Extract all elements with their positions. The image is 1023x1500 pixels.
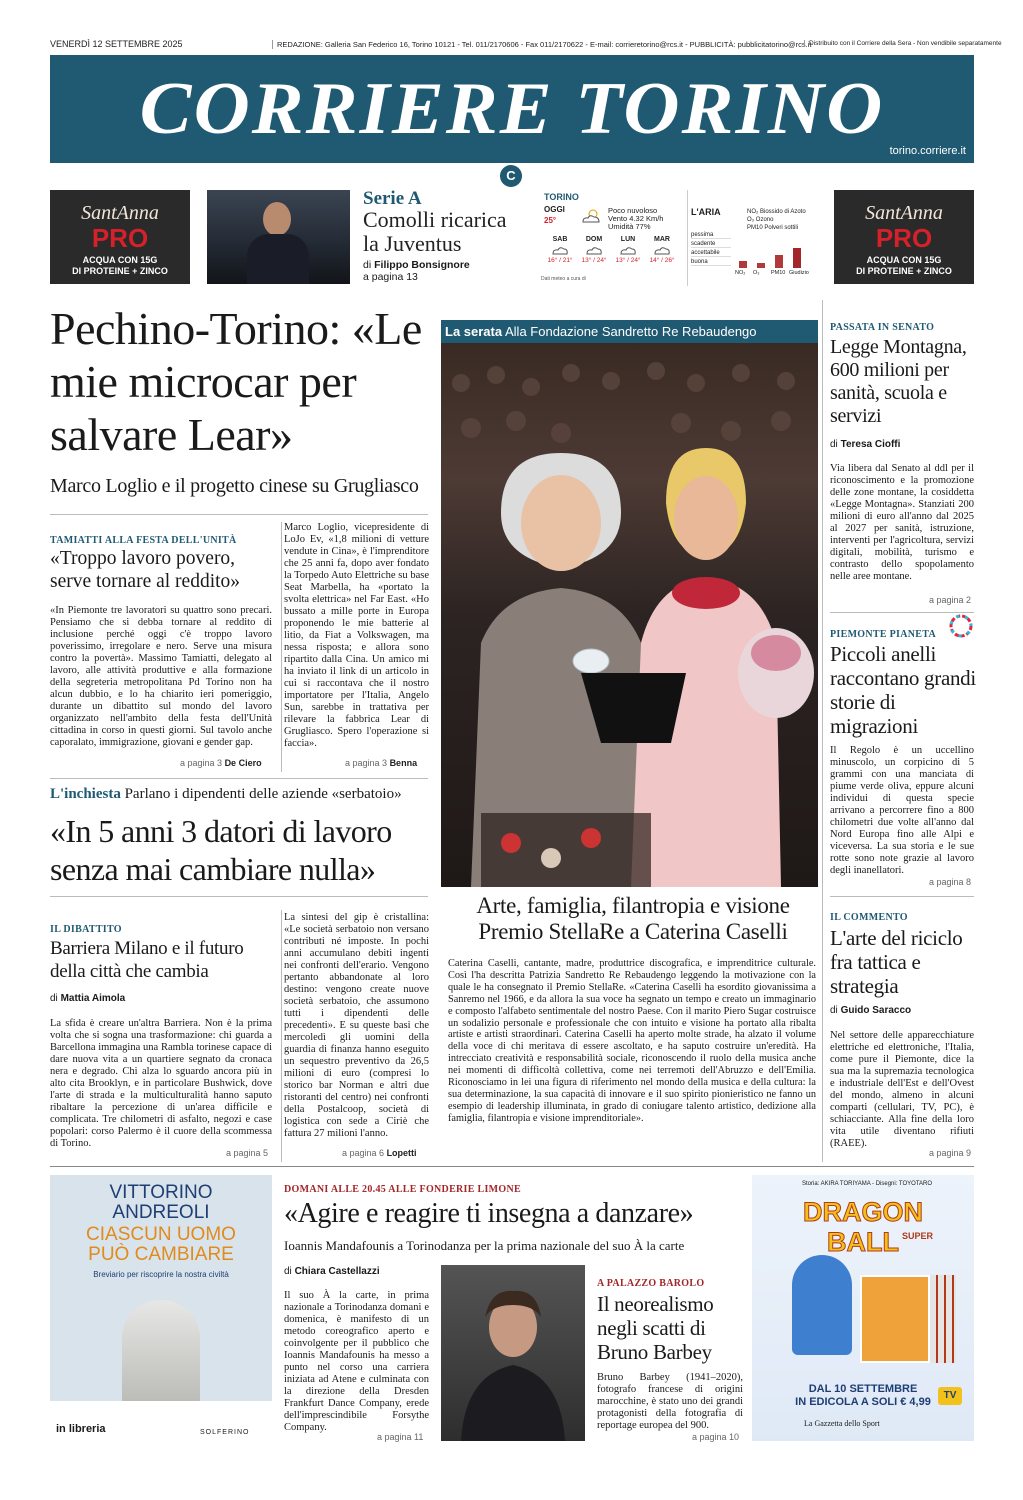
divider: [830, 612, 974, 613]
weather-today-temp: 25°: [544, 216, 557, 225]
lead-headline[interactable]: Pechino-Torino: «Le mie microcar per salvare Lear»: [50, 303, 422, 460]
anelli-page: a pagina 8: [929, 877, 972, 887]
sport-page: a pagina 13: [363, 271, 418, 283]
forecast-day: [578, 236, 610, 264]
air-axis-label: NO₂: [735, 270, 746, 276]
editorial-contacts: REDAZIONE: Galleria San Federico 16, Torino 10121 - Tel. 011/2170606 - Fax 011/2170622 - E-mail: corrieretorino@rcs.it - PUBBLICITÀ: pubblicitatorino@rcs.it: [272, 40, 792, 49]
barbey-body: Bruno Barbey (1941–2020), fotografo francese di origini marocchine, è stato uno dei grandi protagonisti della fotografia di reportage europea del 900.: [597, 1372, 743, 1431]
air-level-label: accettabile: [691, 250, 731, 257]
book-publisher: SOLFERINO: [200, 1429, 250, 1436]
inchiesta-kicker: L'inchiesta Parlano i dipendenti delle aziende «serbatoio»: [50, 786, 402, 802]
weather-box: [537, 190, 809, 286]
db-super: SUPER: [902, 1231, 934, 1241]
dibattito-page: a pagina 5: [226, 1148, 269, 1158]
ad-line2: DI PROTEINE + ZINCO: [856, 266, 952, 276]
air-bar: [757, 263, 765, 268]
lead-page: a pagina 3 Benna: [345, 758, 418, 768]
db-paper: La Gazzetta dello Sport: [804, 1419, 880, 1428]
montagna-byline: di Teresa Cioffi: [830, 439, 901, 450]
weather-today-label: OGGI: [544, 205, 565, 214]
air-level-label: buona: [691, 259, 731, 266]
book-subtitle: Breviario per riscoprire la nostra civiltà: [93, 1270, 229, 1279]
dibattito-title[interactable]: Barriera Milano e il futuro della città che cambia: [50, 938, 244, 982]
sport-byline: di Filippo Bonsignore a pagina 13: [363, 259, 470, 283]
statue-bust: [122, 1300, 200, 1408]
issue-date: VENERDÌ 12 SETTEMBRE 2025: [50, 39, 183, 49]
air-level-label: pessima: [691, 232, 731, 239]
air-legend-item: PM10 Polveri sottili: [747, 225, 799, 231]
air-axis-label: PM10: [771, 270, 786, 276]
barbey-kicker: A PALAZZO BAROLO: [597, 1278, 705, 1289]
masthead-site[interactable]: torino.corriere.it: [889, 145, 966, 157]
riciclo-page: a pagina 9: [929, 1148, 972, 1158]
tamiatti-title[interactable]: «Troppo lavoro povero, serve tornare al reddito»: [50, 548, 241, 592]
serata-kicker: La serata: [445, 324, 503, 339]
forecast-day: [646, 236, 678, 264]
db-logo: DRAGON BALL: [803, 1197, 923, 1257]
barbey-page: a pagina 10: [692, 1432, 740, 1442]
inchiesta-page: a pagina 6 Lopetti: [342, 1148, 417, 1158]
serata-title[interactable]: Arte, famiglia, filantropia e visione Premio StellaRe a Caterina Caselli: [476, 893, 790, 944]
ad-brand: SantAnna: [865, 202, 943, 224]
book-title: CIASCUN UOMO PUÒ CAMBIARE: [86, 1224, 236, 1265]
air-title: L'ARIA: [691, 207, 721, 217]
dibattito-byline: di Mattia Aimola: [50, 993, 126, 1004]
dibattito-kicker: IL DIBATTITO: [50, 924, 122, 935]
barbey-title[interactable]: Il neorealismo negli scatti di Bruno Barbey: [597, 1292, 714, 1364]
riciclo-body: Nel settore delle apparecchiature elettriche ed elettroniche, l'Italia, come pure il Piemonte, dice la sua ma la supremazia tecnologica e industriale dell'Est e dell'Ovest del mondo, almeno in alcuni comparti (cellulari, TV, PC), è schiacciante. Alla fine della loro vita utile diventano rifiuti (RAEE).: [830, 1030, 974, 1149]
danza-page: a pagina 11: [377, 1432, 424, 1442]
santanna-ad-left[interactable]: [50, 190, 190, 284]
divider: [50, 1166, 974, 1167]
distribution-note: Distribuito con il Corriere della Sera - Non vendibile separatamente: [804, 40, 975, 47]
montagna-title[interactable]: Legge Montagna, 600 milioni per sanità, scuola e servizi: [830, 336, 967, 427]
inchiesta-body: La sintesi del gip è cristallina: «Le società serbatoio non versano contributi né imposte. In pochi anni accumulano debiti ingenti nei confronti dell'erario. Vengono pertanto abbandonate al loro destino: vengono create nuove società serbatoio, che assumono tutti i dipendenti delle precedenti». E su queste basi che mercoledì gli uomini della guardia di finanza hanno eseguito un sequestro preventivo da 26,5 milioni di euro (compresi lo storico bar Norman e altri due ristoranti del centro) nei confronti della Postalcoop, società di logistica con sede a Ciriè che fattura 27 milioni l'anno.: [284, 912, 429, 1139]
danza-byline: di Chiara Castellazzi: [284, 1266, 380, 1277]
forecast-day-label: MAR: [654, 236, 670, 243]
tamiatti-body: «In Piemonte tre lavoratori su quattro sono precari. Pensiamo che si debba tornare al reddito di inclusione perché oggi c'è troppo lavoro poverissimo, irregolare e nero. Serve una misura contro la povertà». Massimo Tamiatti, delegato al lavoro, alle attività produttive e alla formazione della segreteria metropolitana Pd Torino non ha alcun dubbio, e lo ha chiarito ieri pomeriggio, durante un dibattito sul mondo del lavoro organizzato nell'ambito della festa dell'Unità cittadina in corso in questi giorni. Sul tavolo anche caporalato, immigrazione, giovani e gender gap.: [50, 605, 272, 748]
air-legend-item: NO₂ Biossido di Azoto: [747, 209, 806, 215]
montagna-kicker: PASSATA IN SENATO: [830, 322, 935, 333]
dibattito-body: La sfida è creare un'altra Barriera. Non è la prima volta che si sogna una trasformazione: chi guarda a Barcellona immagina una Rambla torinese capace di dare nuova vita a un quartiere segnato da cronaca nera e degrado. Chi alza lo sguardo ancora più in alto cita Brooklyn, e in particolare Bushwick, dove l'arte di strada e la multiculturalità hanno saputo ribaltare la percezione di un'area difficile e complicata. Tre chilometri di asfalto, negozi e case popolari: corso Palermo è il cuore della scommessa di Torino.: [50, 1018, 272, 1149]
anelli-body: Il Regolo è un uccellino minuscolo, un corpicino di 5 grammi con una manciata di piume verde oliva, eppure alcuni individui di questa specie arrivano a percorrere fino a 800 chilometri due volte all'anno dal Nord Europa fino alle Alpi e viceversa. La sua storia e le sue rotte sono note grazie al lavoro degli inanellatori.: [830, 745, 974, 876]
air-level-label: scadente: [691, 241, 731, 248]
partly-cloudy-icon: [580, 208, 602, 224]
masthead: [50, 55, 974, 163]
comolli-photo: [207, 190, 350, 284]
cloud-icon: [646, 243, 678, 257]
danza-subtitle: Ioannis Mandafounis a Torinodanza per la prima nazionale del suo À la carte: [284, 1238, 685, 1253]
anelli-kicker: PIEMONTE PIANETA: [830, 629, 937, 640]
tv-badge-icon: TV: [938, 1387, 962, 1405]
mandafounis-photo: [441, 1265, 585, 1441]
manga-cover: [860, 1275, 930, 1363]
weather-city: TORINO: [544, 192, 579, 202]
forecast-day-label: LUN: [620, 236, 636, 243]
db-release: DAL 10 SETTEMBRE IN EDICOLA A SOLI € 4,99: [795, 1383, 931, 1408]
forecast-temp: 13° / 24°: [615, 257, 641, 264]
lead-body: Marco Loglio, vicepresidente di LoJo Ev, «1,8 milioni di vetture vendute in Cina», è l'imprenditore che 25 anni fa, dopo aver fondato la Torpedo Auto Elettriche su base Seat Marbella, ha «portato la svolta elettrica» nel Far East. «Ho bussato a mille porte in Europa proponendo le mie batterie al litio, da Fiat a Volkswagen, ma nessa risposta; e allora sono ripartito dalla Cina. Un amico mi ha inviato il link di un articolo in cui si raccontava che il nostro importatore per l'Italia, Angelo Sun, sarebbe in trattativa per rilevare la fabbrica Lear di Grugliasco. Spero l'operazione si faccia».: [284, 522, 429, 749]
corriere-badge-icon: C: [500, 165, 522, 187]
ad-line1: ACQUA CON 15G: [866, 255, 942, 265]
weather-forecast: [544, 236, 684, 276]
forecast-temp: 16° / 21°: [547, 257, 573, 264]
sport-author: Filippo Bonsignore: [374, 259, 470, 271]
forecast-day: [544, 236, 576, 264]
montagna-body: Via libera dal Senato al ddl per il riconoscimento e la promozione delle zone montane, la cosiddetta «Legge Montagna». Stanziati 200 milioni di euro all'anno dal 2025 al 2027 per sanità, istruzione, interventi per l'agricoltura, servizi digitali, mobilità, turismo e contrasto dello spopolamento nelle aree montane.: [830, 463, 974, 582]
book-author: VITTORINO ANDREOLI: [109, 1182, 213, 1223]
air-axis-label: O₃: [753, 270, 760, 276]
cloud-icon: [612, 243, 644, 257]
ad-pro: PRO: [91, 223, 149, 253]
andreoli-book-ad[interactable]: [50, 1175, 272, 1441]
divider: [50, 778, 428, 779]
danza-title[interactable]: «Agire e reagire ti insegna a danzare»: [284, 1198, 694, 1229]
manga-spines: [930, 1275, 956, 1363]
danza-body: Il suo À la carte, in prima nazionale a Torinodanza domani e domenica, è manifesto di un metodo coreografico aperto e coinvolgente per il pubblico che Ioannis Mandafounis ha messo a punto nel corso una carriera iniziata ad Atene e culminata con la direzione della Dresden Frankfurt Dance Company, erede dell'imprescindibile Forsythe Company.: [284, 1290, 429, 1433]
sdg-wheel-icon: [950, 615, 972, 637]
ad-pro: PRO: [875, 223, 933, 253]
dragonball-ad[interactable]: [752, 1175, 974, 1441]
serata-kicker-rest: Alla Fondazione Sandretto Re Rebaudengo: [505, 324, 757, 339]
lead-subtitle: Marco Loglio e il progetto cinese su Grugliasco: [50, 475, 419, 497]
cloud-icon: [578, 243, 610, 257]
forecast-day-label: DOM: [585, 236, 603, 243]
divider: [822, 300, 823, 1162]
santanna-ad-right[interactable]: [834, 190, 974, 284]
divider: [281, 522, 282, 772]
riciclo-byline: di Guido Saracco: [830, 1005, 912, 1016]
forecast-temp: 13° / 24°: [581, 257, 607, 264]
divider: [687, 190, 688, 286]
divider: [281, 910, 282, 1162]
air-chart: [691, 232, 809, 282]
montagna-page: a pagina 2: [929, 595, 972, 605]
sport-title[interactable]: Comolli ricarica la Juventus: [363, 207, 507, 256]
ad-line1: ACQUA CON 15G: [82, 255, 158, 265]
air-axis-label: Giudizio: [789, 270, 809, 276]
top-bar: [50, 38, 1002, 52]
cloud-icon: [544, 243, 576, 257]
serata-body: Caterina Caselli, cantante, madre, produttrice discografica, e imprenditrice culturale. Così l'ha descritta Patrizia Sandretto Re Rebaudengo leggendo la motivazione con la quale le ha consegnato il Premio StellaRe. «Caterina Caselli ha esordito giovanissima a Sanremo nel 1966, e da allora la sua voce ha segnato un tempo e creato un immaginario e composto l'alfabeto sentimentale del nostro Paese. Con il marito Piero Sugar costruisce un sodalizio personale e professionale che con intuito e visione ha portato alla ribalta artiste e artisti straordinari. Caterina Caselli ha aperto molte strade, ha alzato il volume della voce di chi meritava di essere ascoltato, e ha saputo costruire un'eredità. Ha intrecciato creatività e responsabilità sociale, riconoscendo il ruolo della musica anche nei momenti di difficoltà collettiva, come nei terremoti dell'Abruzzo e dell'Emilia. Riconosciamo in lei una figura di riferimento nel mondo della musica e della cultura: la sua determinazione, la sua capacità di innovare e il suo spirito pionieristico ne fanno un esempio di leadership illuminata, in grado di coniugare talento artistico, dedizione alla famiglia, filantropia e visione imprenditoriale».: [448, 958, 816, 1124]
serata-banner: [441, 320, 818, 343]
caselli-photo: [441, 343, 818, 887]
air-legend-item: O₃ Ozono: [747, 217, 774, 223]
tamiatti-kicker: TAMIATTI ALLA FESTA DELL'UNITÀ: [50, 535, 237, 546]
divider: [50, 514, 428, 515]
forecast-day: [612, 236, 644, 264]
danza-kicker: DOMANI ALLE 20.45 ALLE FONDERIE LIMONE: [284, 1184, 521, 1195]
forecast-day-label: SAB: [552, 236, 568, 243]
masthead-logo: CORRIERE TORINO: [139, 68, 885, 150]
riciclo-title[interactable]: L'arte del riciclo fra tattica e strategia: [830, 926, 963, 998]
air-bar: [793, 248, 801, 268]
ad-line2: DI PROTEINE + ZINCO: [72, 266, 168, 276]
weather-credit: Dati meteo a cura di: [541, 276, 586, 282]
air-bar: [775, 255, 783, 268]
inchiesta-headline[interactable]: «In 5 anni 3 datori di lavoro senza mai cambiare nulla»: [50, 813, 392, 887]
divider: [830, 896, 974, 897]
divider: [50, 896, 428, 897]
weather-today-details: Poco nuvoloso Vento 4.32 Km/h Umidità 77%: [608, 206, 664, 231]
db-credits: Storia: AKIRA TORIYAMA - Disegni: TOYOTARO: [802, 1181, 933, 1187]
person-head: [263, 202, 291, 236]
person-suit: [247, 234, 309, 284]
ad-brand: SantAnna: [81, 202, 159, 224]
anelli-title[interactable]: Piccoli anelli raccontano grandi storie di migrazioni: [830, 642, 976, 738]
forecast-temp: 14° / 26°: [649, 257, 675, 264]
book-inlibreria: in libreria: [56, 1423, 106, 1435]
sport-kicker: Serie A: [363, 188, 422, 209]
air-bar: [739, 261, 747, 268]
air-legend: [747, 208, 813, 232]
riciclo-kicker: IL COMMENTO: [830, 912, 908, 923]
tamiatti-page: a pagina 3 De Ciero: [180, 758, 262, 768]
goku-figure: [792, 1255, 852, 1355]
